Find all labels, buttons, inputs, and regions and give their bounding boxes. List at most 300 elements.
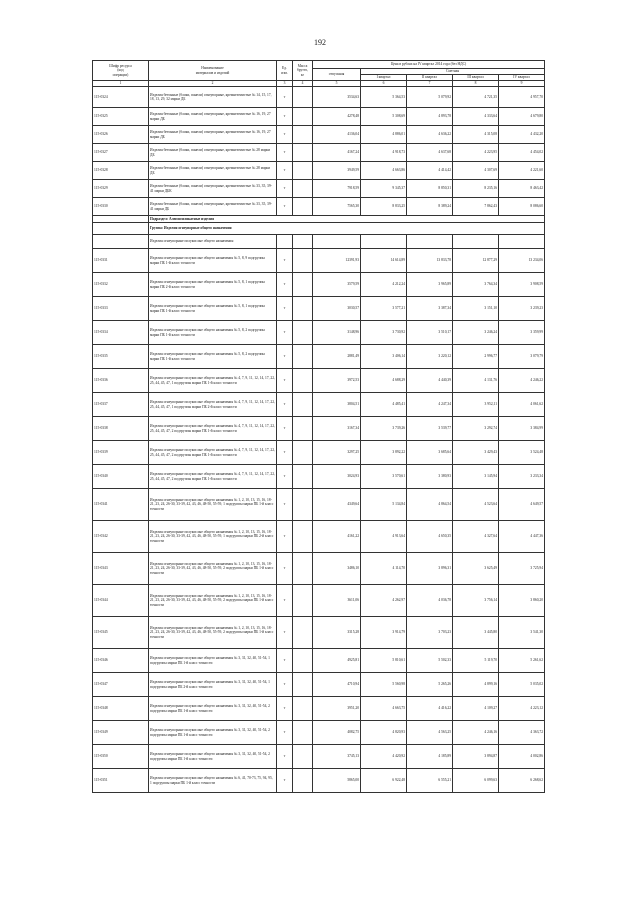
row-q2: 4 414,42 <box>407 162 453 180</box>
row-q4: 3 908,59 <box>499 273 545 297</box>
row-code-cell <box>93 223 149 235</box>
row-code: 115-0344 <box>93 585 149 617</box>
row-q2: 3 703,23 <box>407 617 453 649</box>
row-mass <box>293 180 313 198</box>
row-mass <box>293 441 313 465</box>
page-number: 192 <box>314 38 326 47</box>
row-mass <box>293 162 313 180</box>
column-number: 4 <box>293 81 313 87</box>
row-mass <box>293 745 313 769</box>
group-row <box>93 223 545 235</box>
row-name: Изделия огнеупорные полукислые общего назначения № 5, 8, 9 подгруппы марки ПБ 1-й класс точности <box>149 249 277 273</box>
row-q2: 3 539,77 <box>407 417 453 441</box>
row-q2: 4 247,34 <box>407 393 453 417</box>
row-code: 115-0345 <box>93 617 149 649</box>
table-row <box>93 345 545 369</box>
row-unit: т <box>277 369 293 393</box>
row-mass <box>293 489 313 521</box>
table-row <box>93 180 545 198</box>
row-unit: т <box>277 489 293 521</box>
row-q4: 6 268,62 <box>499 769 545 793</box>
table-row <box>93 465 545 489</box>
row-price: 4136,04 <box>313 126 361 144</box>
table-row <box>93 297 545 321</box>
row-name: Изделия огнеупорные полукислые общего назначения № 5, 8, 1 подгруппы марки ПБ 1-й класс точности <box>149 297 277 321</box>
row-name: Изделия бетонные (блоки, панели) огнеупорные, кремнеземистые № 28 марки ДБ <box>149 144 277 162</box>
row-mass <box>293 144 313 162</box>
table-row <box>93 108 545 126</box>
row-code: 115-0335 <box>93 345 149 369</box>
row-q1: 4 918,73 <box>361 144 407 162</box>
header-q4: IV квартал <box>499 75 545 81</box>
row-code: 115-0327 <box>93 144 149 162</box>
row-unit <box>277 235 293 249</box>
header-code-line: Шифр ресурса <box>109 63 132 68</box>
row-q1: 5 308,69 <box>361 108 407 126</box>
row-q3: 3 894,87 <box>453 745 499 769</box>
row-mass <box>293 649 313 673</box>
group-title: Группа: Изделия огнеупорные общего назначения <box>149 223 545 235</box>
row-code: 115-0328 <box>93 162 149 180</box>
row-code: 115-0343 <box>93 553 149 585</box>
row-code: 115-0336 <box>93 369 149 393</box>
row-unit: т <box>277 180 293 198</box>
row-q4: 4 246,22 <box>499 369 545 393</box>
row-q4: 3 384,99 <box>499 417 545 441</box>
row-price: 3951,20 <box>313 697 361 721</box>
row-unit: т <box>277 249 293 273</box>
row-price: 3024,93 <box>313 465 361 489</box>
row-code: 115-0349 <box>93 721 149 745</box>
row-name: Изделия огнеупорные полукислые общего назначения № 5, 8, 1 подгруппы марки ПБ 2-й класс точности <box>149 273 277 297</box>
row-price: 7918,59 <box>313 180 361 198</box>
row-unit: т <box>277 198 293 216</box>
row-q4: 4 221,60 <box>499 162 545 180</box>
row-code: 115-0326 <box>93 126 149 144</box>
row-q1: 4 420,92 <box>361 745 407 769</box>
row-q4 <box>499 235 545 249</box>
column-number: 6 <box>361 81 407 87</box>
row-q1: 4 913,64 <box>361 521 407 553</box>
row-q4: 3 239,23 <box>499 297 545 321</box>
row-price: 3611,06 <box>313 585 361 617</box>
row-name: Изделия огнеупорные полукислые общего назначения № 4, 7, 9, 11, 12, 14, 17, 22, 25, 44, 45, 47, 2 подгруппы марки ПБ 1-й класс точности <box>149 441 277 465</box>
table-body <box>93 87 545 793</box>
row-price: 7565,30 <box>313 198 361 216</box>
row-q2: 8 850,31 <box>407 180 453 198</box>
row-q2: 4 185,89 <box>407 745 453 769</box>
row-q2: 4 416,22 <box>407 697 453 721</box>
column-number: 7 <box>407 81 453 87</box>
row-unit: т <box>277 87 293 108</box>
row-code-cell <box>93 216 149 223</box>
row-code: 115-0325 <box>93 108 149 126</box>
row-q4: 3 541,30 <box>499 617 545 649</box>
table-row <box>93 649 545 673</box>
row-q2: 5 502,33 <box>407 649 453 673</box>
row-name: Изделия бетонные (блоки, панели) огнеупорные, кремнеземистые № 33, 35, 39-41 марки ДБК <box>149 180 277 198</box>
row-price: 3745,13 <box>313 745 361 769</box>
row-q3: 4 131,76 <box>453 369 499 393</box>
row-q1: 5 560,98 <box>361 673 407 697</box>
row-q1: 4 820,93 <box>361 721 407 745</box>
column-number: 3 <box>277 81 293 87</box>
row-q1 <box>361 235 407 249</box>
row-unit: т <box>277 745 293 769</box>
row-q2: 4 636,22 <box>407 126 453 144</box>
row-q1: 3 730,92 <box>361 321 407 345</box>
row-q4: 4 957,70 <box>499 87 545 108</box>
row-q4: 3 079,79 <box>499 345 545 369</box>
row-q3: 4 327,64 <box>453 521 499 553</box>
header-name-line: Наименование <box>201 66 224 71</box>
row-q3: 4 333,64 <box>453 108 499 126</box>
row-unit: т <box>277 585 293 617</box>
row-q1: 4 688,29 <box>361 369 407 393</box>
row-q3: 12 877,29 <box>453 249 499 273</box>
row-q1: 4 262,97 <box>361 585 407 617</box>
row-name: Изделия огнеупорные полукислые общего назначения № 1, 2, 10, 13, 15, 16, 18-21, 23, 24, 26-30, 33-39, 42, 43, 46, 48-50, 55-59, 2 подгруппы марки ПБ 1-й класс точности <box>149 553 277 585</box>
section-row <box>93 216 545 223</box>
row-unit: т <box>277 162 293 180</box>
row-q2: 4 440,39 <box>407 369 453 393</box>
row-name: Изделия огнеупорные полукислые общего назначения № 1, 2, 10, 13, 15, 16, 18-21, 23, 24, 26-30, 33-39, 42, 43, 46, 48-50, 55-59, 1 подгруппы марки ПБ 2-й класс точности <box>149 521 277 553</box>
row-q2: 8 389,24 <box>407 198 453 216</box>
table-row <box>93 521 545 553</box>
table-row <box>93 144 545 162</box>
row-q4: 3 524,48 <box>499 441 545 465</box>
row-code: 115-0342 <box>93 521 149 553</box>
row-q4: 3 725,94 <box>499 553 545 585</box>
row-code: 115-0341 <box>93 489 149 521</box>
table-row <box>93 235 545 249</box>
row-q3: 7 862,43 <box>453 198 499 216</box>
row-price: 5865,00 <box>313 769 361 793</box>
row-code: 115-0351 <box>93 769 149 793</box>
row-q3: 4 307,69 <box>453 162 499 180</box>
row-mass <box>293 673 313 697</box>
row-q3: 4 523,64 <box>453 489 499 521</box>
row-q3: 4 899,16 <box>453 673 499 697</box>
column-number: 5 <box>313 81 361 87</box>
header-estimate: отпускная <box>313 69 361 81</box>
table-row <box>93 87 545 108</box>
row-q3 <box>453 235 499 249</box>
row-q1: 4 663,75 <box>361 697 407 721</box>
row-q4: 3 860,20 <box>499 585 545 617</box>
row-code: 115-0337 <box>93 393 149 417</box>
row-mass <box>293 198 313 216</box>
row-q2: 13 833,78 <box>407 249 453 273</box>
row-mass <box>293 721 313 745</box>
row-unit: т <box>277 673 293 697</box>
row-q4: 3 359,99 <box>499 321 545 345</box>
row-unit: т <box>277 417 293 441</box>
row-q1: 3 739,26 <box>361 417 407 441</box>
row-code: 115-0333 <box>93 297 149 321</box>
row-price: 3167,34 <box>313 417 361 441</box>
row-q3: 3 292,74 <box>453 417 499 441</box>
row-q2: 4 036,78 <box>407 585 453 617</box>
row-q4: 13 234,06 <box>499 249 545 273</box>
row-unit: т <box>277 321 293 345</box>
row-price: 3949,59 <box>313 162 361 180</box>
row-name: Изделия бетонные (блоки, панели) огнеупорные, кремнеземистые № 28 марки ДБ <box>149 162 277 180</box>
row-q2: 6 555,21 <box>407 769 453 793</box>
row-code: 115-0338 <box>93 417 149 441</box>
row-q1: 5 364,53 <box>361 87 407 108</box>
header-q1: I квартал <box>361 75 407 81</box>
row-name: Изделия бетонные (блоки, панели) огнеупорные, кремнеземистые № 16, 19, 27 марки ДБ <box>149 108 277 126</box>
row-price: 3579,59 <box>313 273 361 297</box>
column-number: 8 <box>453 81 499 87</box>
header-q2: II квартал <box>407 75 453 81</box>
row-q1: 3 892,22 <box>361 441 407 465</box>
row-q1: 6 922,48 <box>361 769 407 793</box>
row-mass <box>293 553 313 585</box>
row-q4: 4 454,02 <box>499 144 545 162</box>
row-unit: т <box>277 108 293 126</box>
row-name: Изделия огнеупорные полукислые общего назначения № 5, 8, 2 подгруппы марки ПБ 1-й класс точности <box>149 321 277 345</box>
row-price: 3148,96 <box>313 321 361 345</box>
table-row <box>93 553 545 585</box>
row-price: 4349,64 <box>313 489 361 521</box>
row-name: Изделия огнеупорные полукислые общего назначения № 3, 31, 32, 40, 51-54, 1 подгруппы марки ПБ 2-й класс точности <box>149 673 277 697</box>
row-unit: т <box>277 721 293 745</box>
row-q2: 3 965,89 <box>407 273 453 297</box>
row-code: 115-0350 <box>93 745 149 769</box>
table-row <box>93 273 545 297</box>
row-name: Изделия бетонные (блоки, панели) огнеупорные, кремнеземистые № 33, 35, 39-41 марки ДБ <box>149 198 277 216</box>
row-unit: т <box>277 441 293 465</box>
row-mass <box>293 393 313 417</box>
header-code-line: операции) <box>112 72 129 77</box>
row-mass <box>293 697 313 721</box>
row-price: 4167,24 <box>313 144 361 162</box>
row-q1: 14 614,89 <box>361 249 407 273</box>
row-q4: 5 035,02 <box>499 673 545 697</box>
header-current-group: Сметная <box>361 69 545 75</box>
row-q3: 4 721,35 <box>453 87 499 108</box>
header-q3: III квартал <box>453 75 499 81</box>
row-unit: т <box>277 345 293 369</box>
row-name: Изделия бетонные (блоки, панели) огнеупорные, кремнеземистые № 14, 15, 17, 18, 13, 29, 32 марки ДБ <box>149 87 277 108</box>
row-q4: 4 432,20 <box>499 126 545 144</box>
header-unit-line: Ед. <box>282 66 287 71</box>
row-price: 3972,53 <box>313 369 361 393</box>
row-mass <box>293 273 313 297</box>
row-q3: 3 145,94 <box>453 465 499 489</box>
row-q2: 3 387,34 <box>407 297 453 321</box>
row-mass <box>293 321 313 345</box>
row-q3: 4 223,95 <box>453 144 499 162</box>
row-q1: 3 914,79 <box>361 617 407 649</box>
row-name: Изделия огнеупорные полукислые общего назначения № 1, 2, 10, 13, 15, 16, 18-21, 23, 24, 26-30, 33-39, 42, 43, 46, 48-50, 55-59, 2 подгруппы марки ПБ 1-й класс точности <box>149 617 277 649</box>
row-q2: 5 265,26 <box>407 673 453 697</box>
row-mass <box>293 87 313 108</box>
column-number: 1 <box>93 81 149 87</box>
row-q3: 3 429,43 <box>453 441 499 465</box>
table-row <box>93 585 545 617</box>
row-q3: 3 952,11 <box>453 393 499 417</box>
row-q4: 5 261,62 <box>499 649 545 673</box>
row-mass <box>293 617 313 649</box>
row-q2: 3 220,12 <box>407 345 453 369</box>
row-q2: 4 893,78 <box>407 108 453 126</box>
row-unit: т <box>277 697 293 721</box>
row-unit: т <box>277 144 293 162</box>
row-q3: 3 445,80 <box>453 617 499 649</box>
row-name: Изделия огнеупорные полукислые общего назначения № 6, 41, 70-73, 75, 94, 95, 1 подгруппы марки ПБ 1-й класс точности <box>149 769 277 793</box>
table-row <box>93 673 545 697</box>
row-unit: т <box>277 393 293 417</box>
header-name-line: материалов и изделий <box>195 70 230 75</box>
table-row <box>93 369 545 393</box>
row-code: 115-0334 <box>93 321 149 345</box>
table-row <box>93 745 545 769</box>
row-q3: 6 099,63 <box>453 769 499 793</box>
row-q4: 4 061,62 <box>499 393 545 417</box>
row-q1: 4 114,70 <box>361 553 407 585</box>
row-code: 115-0346 <box>93 649 149 673</box>
table-row <box>93 393 545 417</box>
section-title: Подраздел: Алюмосиликатные изделия <box>149 216 545 223</box>
price-table <box>92 60 545 793</box>
row-q2: 4 864,54 <box>407 489 453 521</box>
row-q4: 4 002,86 <box>499 745 545 769</box>
header-mass <box>293 61 313 81</box>
row-q4: 4 679,80 <box>499 108 545 126</box>
row-code: 115-0329 <box>93 180 149 198</box>
row-name: Изделия огнеупорные полукислые общего назначения № 1, 2, 10, 13, 15, 16, 18-21, 23, 24, 26-30, 33-39, 42, 43, 46, 48-50, 55-59, 2 подгруппы марки ПБ 1-й класс точности <box>149 585 277 617</box>
row-name: Изделия огнеупорные полукислые общего назначения № 3, 31, 32, 40, 51-54, 1 подгруппы марки ПБ 1-й класс точности <box>149 649 277 673</box>
row-price: 12391,93 <box>313 249 361 273</box>
row-q3: 3 756,14 <box>453 585 499 617</box>
row-q3: 3 151,10 <box>453 297 499 321</box>
row-q1: 4 212,24 <box>361 273 407 297</box>
row-q4: 4 649,57 <box>499 489 545 521</box>
row-name: Изделия огнеупорные полукислые общего назначения № 3, 31, 32, 40, 51-54, 2 подгруппы марки ПБ 1-й класс точности <box>149 745 277 769</box>
row-name: Изделия огнеупорные полукислые общего назначения № 5, 8, 2 подгруппы марки ПБ 1-й класс точности <box>149 345 277 369</box>
row-q4: 8 086,60 <box>499 198 545 216</box>
row-price: 3534,63 <box>313 87 361 108</box>
row-code: 115-0330 <box>93 198 149 216</box>
row-price: 4161,22 <box>313 521 361 553</box>
row-q1: 4 663,86 <box>361 162 407 180</box>
table-row <box>93 769 545 793</box>
row-name: Изделия огнеупорные полукислые общего назначения № 1, 2, 10, 13, 15, 16, 18-21, 23, 24, 26-30, 33-39, 42, 43, 46, 48-50, 55-59, 1 подгруппы марки ПБ 1-й класс точности <box>149 489 277 521</box>
row-code: 115-0348 <box>93 697 149 721</box>
row-q3: 3 246,24 <box>453 321 499 345</box>
header-mass-line: Масса <box>297 63 308 68</box>
row-q1: 9 345,37 <box>361 180 407 198</box>
header-unit <box>277 61 293 81</box>
row-mass <box>293 297 313 321</box>
row-q1: 4 886,01 <box>361 126 407 144</box>
row-unit: т <box>277 617 293 649</box>
row-mass <box>293 369 313 393</box>
row-q1: 3 406,14 <box>361 345 407 369</box>
row-q2 <box>407 235 453 249</box>
table-row <box>93 198 545 216</box>
header-unit-line: изм. <box>281 70 288 75</box>
row-q1: 3 577,21 <box>361 297 407 321</box>
row-q4: 4 223,12 <box>499 697 545 721</box>
row-q3: 4 246,16 <box>453 721 499 745</box>
row-name: Изделия огнеупорные полукислые общего назначения № 4, 7, 9, 11, 12, 14, 17, 22, 25, 44, 45, 47, 2 подгруппы марки ПБ 1-й класс точности <box>149 465 277 489</box>
header-code-line: (код <box>117 68 124 73</box>
row-q3: 5 119,70 <box>453 649 499 673</box>
row-price: 4278,48 <box>313 108 361 126</box>
table-row <box>93 617 545 649</box>
row-unit: т <box>277 769 293 793</box>
row-q3: 3 764,34 <box>453 273 499 297</box>
row-q1: 5 134,84 <box>361 489 407 521</box>
row-code: 115-0331 <box>93 249 149 273</box>
table-row <box>93 321 545 345</box>
row-q3: 4 109,27 <box>453 697 499 721</box>
row-price: 3486,10 <box>313 553 361 585</box>
row-mass <box>293 585 313 617</box>
row-code: 115-0347 <box>93 673 149 697</box>
row-q4: 4 447,36 <box>499 521 545 553</box>
row-mass <box>293 521 313 553</box>
row-name: Изделия огнеупорные полукислые общего назначения № 4, 7, 9, 11, 12, 14, 17, 22, 25, 44, 45, 47, 2 подгруппы марки ПБ 1-й класс точности <box>149 417 277 441</box>
row-q4: 3 233,34 <box>499 465 545 489</box>
row-unit: т <box>277 521 293 553</box>
row-mass <box>293 345 313 369</box>
row-q2: 3 685,64 <box>407 441 453 465</box>
row-q1: 5 810,61 <box>361 649 407 673</box>
row-name: Изделия огнеупорные полукислые общего назначения № 3, 31, 32, 40, 51-54, 2 подгруппы марки ПБ 1-й класс точности <box>149 721 277 745</box>
table-row <box>93 489 545 521</box>
row-price <box>313 235 361 249</box>
row-q3: 4 315,08 <box>453 126 499 144</box>
row-unit: т <box>277 126 293 144</box>
header-name <box>149 61 277 81</box>
column-number: 2 <box>149 81 277 87</box>
row-code: 115-0332 <box>93 273 149 297</box>
row-price: 3804,51 <box>313 393 361 417</box>
row-mass <box>293 417 313 441</box>
row-q3: 3 625,49 <box>453 553 499 585</box>
row-price: 4925,81 <box>313 649 361 673</box>
row-name: Изделия огнеупорные полукислые общего назначения № 4, 7, 9, 11, 12, 14, 17, 22, 25, 44, 45, 47, 1 подгруппы марки ПБ 2-й класс точности <box>149 393 277 417</box>
row-price: 2881,49 <box>313 345 361 369</box>
header-mass-line: кг <box>300 72 305 77</box>
row-name: Изделия бетонные (блоки, панели) огнеупорные, кремнеземистые № 16, 19, 27 марки ДБ <box>149 126 277 144</box>
row-unit: т <box>277 649 293 673</box>
header-mass-line: брутто, <box>296 68 309 73</box>
table-row <box>93 417 545 441</box>
row-name: Изделия огнеупорные полукислые общего назначения № 4, 7, 9, 11, 12, 14, 17, 22, 25, 44, 45, 47, 1 подгруппы марки ПБ 1-й класс точности <box>149 369 277 393</box>
header-code <box>93 61 149 81</box>
row-q2: 3 510,17 <box>407 321 453 345</box>
table-row <box>93 126 545 144</box>
row-name: Изделия огнеупорные полукислые общего назначения: <box>149 235 277 249</box>
row-price: 3030,57 <box>313 297 361 321</box>
row-mass <box>293 249 313 273</box>
row-q2: 4 563,25 <box>407 721 453 745</box>
row-q1: 3 570,61 <box>361 465 407 489</box>
row-mass <box>293 235 313 249</box>
table-row <box>93 249 545 273</box>
row-q4: 8 463,42 <box>499 180 545 198</box>
table-row <box>93 441 545 465</box>
row-code: 115-0324 <box>93 87 149 108</box>
row-code: 115-0339 <box>93 441 149 465</box>
row-unit: т <box>277 553 293 585</box>
